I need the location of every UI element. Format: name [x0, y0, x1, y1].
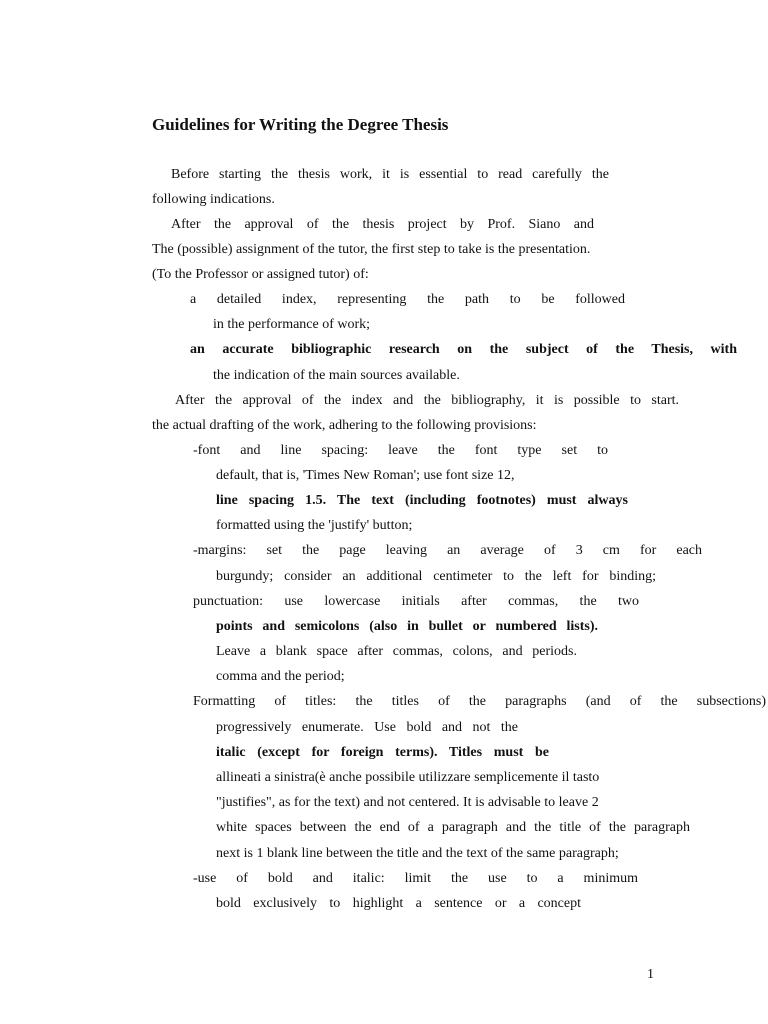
provision-punctuation: punctuation: use lowercase initials after commas, the two — [193, 594, 639, 609]
text-line: comma and the period; — [216, 669, 345, 684]
page-number: 1 — [647, 967, 654, 982]
text-line: allineati a sinistra(è anche possibile utilizzare semplicemente il tasto — [216, 770, 600, 785]
provision-bold-italic: -use of bold and italic: limit the use to a minimum — [193, 871, 638, 886]
text-line: The (possible) assignment of the tutor, the first step to take is the presentation. — [152, 242, 591, 257]
text-line: Before starting the thesis work, it is essential to read carefully the — [171, 167, 609, 182]
text-line: line spacing 1.5. The text (including footnotes) must always — [216, 493, 628, 508]
text-line: formatted using the 'justify' button; — [216, 518, 413, 533]
text-line: Leave a blank space after commas, colons, and periods. — [216, 644, 577, 659]
text-line: in the performance of work; — [213, 317, 371, 332]
document-title: Guidelines for Writing the Degree Thesis — [152, 115, 449, 134]
text-line: After the approval of the index and the bibliography, it is possible to start. — [175, 393, 679, 408]
text-line: After the approval of the thesis project by Prof. Siano and — [171, 217, 594, 232]
text-line: the actual drafting of the work, adhering to the following provisions: — [152, 418, 537, 433]
text-line: default, that is, 'Times New Roman'; use font size 12, — [216, 468, 515, 483]
list-item-index: a detailed index, representing the path to be followed — [190, 292, 625, 307]
text-line: burgundy; consider an additional centimeter to the left for binding; — [216, 569, 656, 584]
text-line: next is 1 blank line between the title and the text of the same paragraph; — [216, 846, 619, 861]
text-line: italic (except for foreign terms). Titles must be — [216, 745, 549, 760]
provision-titles: Formatting of titles: the titles of the paragraphs (and of the subsections) — [193, 694, 766, 709]
text-line: white spaces between the end of a paragraph and the title of the paragraph — [216, 820, 690, 835]
text-line: bold exclusively to highlight a sentence or a concept — [216, 896, 581, 911]
provision-font: -font and line spacing: leave the font type set to — [193, 443, 608, 458]
list-item-bibliography: an accurate bibliographic research on the subject of the Thesis, with — [190, 342, 737, 357]
provision-margins: -margins: set the page leaving an average of 3 cm for each — [193, 543, 702, 558]
text-line: (To the Professor or assigned tutor) of: — [152, 267, 369, 282]
text-line: following indications. — [152, 192, 275, 207]
text-line: the indication of the main sources available. — [213, 368, 460, 383]
text-line: "justifies", as for the text) and not centered. It is advisable to leave 2 — [216, 795, 599, 810]
text-line: progressively enumerate. Use bold and not the — [216, 720, 518, 735]
text-line: points and semicolons (also in bullet or numbered lists). — [216, 619, 598, 634]
